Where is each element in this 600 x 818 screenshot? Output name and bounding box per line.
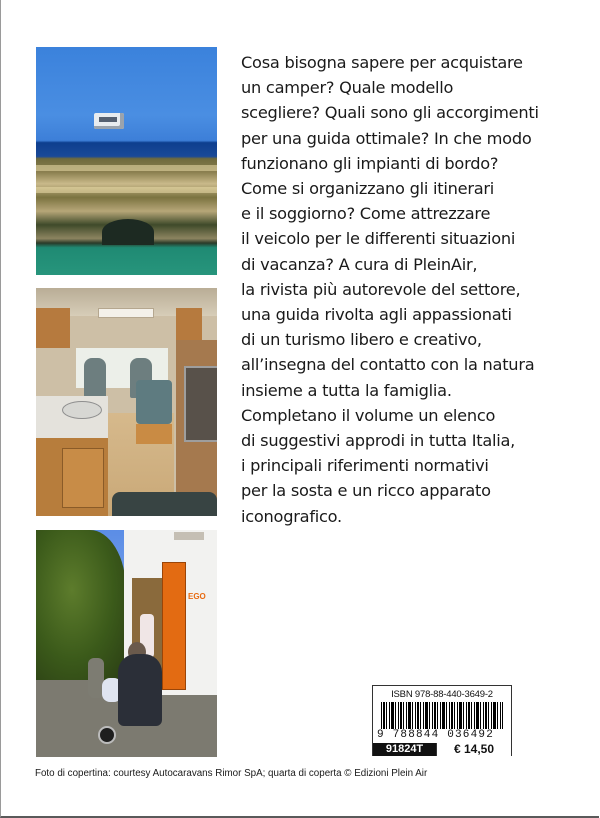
- vent-grille: [174, 532, 204, 540]
- blurb-line: Come si organizzano gli itinerari: [241, 179, 495, 199]
- sofa-base: [136, 424, 172, 444]
- blurb-line: i principali riferimenti normativi: [241, 456, 489, 476]
- blurb-line: scegliere? Quali sono gli accorgimenti: [241, 103, 539, 123]
- blurb-line: iconografico.: [241, 506, 342, 526]
- foreground-seat: [112, 492, 217, 516]
- van-logo: EGO: [188, 592, 206, 601]
- skylight: [98, 308, 154, 318]
- barcode-icon: [381, 702, 503, 730]
- isbn-barcode-block: [372, 685, 512, 756]
- overhead-cabinet-left: [36, 308, 70, 348]
- blurb-line: e il soggiorno? Come attrezzare: [241, 204, 491, 224]
- rock-stratum: [36, 187, 217, 193]
- blurb-line: un camper? Quale modello: [241, 78, 454, 98]
- price: € 14,50: [436, 743, 511, 756]
- blurb-line: all’insegna del contatto con la natura: [241, 355, 535, 375]
- overhead-cabinet-right: [176, 308, 202, 340]
- stroller-wheel: [98, 726, 116, 744]
- rock-stratum: [36, 165, 217, 171]
- crouching-man: [118, 654, 162, 726]
- photo-camper-on-cliff: [36, 47, 217, 275]
- sink: [62, 401, 102, 419]
- blurb-line: di vacanza? A cura di PleinAir,: [241, 254, 478, 274]
- blurb-line: di un turismo libero e creativo,: [241, 330, 482, 350]
- blurb-line: per una guida ottimale? In che modo: [241, 128, 532, 148]
- dinette-sofa: [136, 380, 172, 424]
- willow-trees: [36, 530, 126, 680]
- blurb-line: Completano il volume un elenco: [241, 405, 496, 425]
- blurb-line: insieme a tutta la famiglia.: [241, 380, 452, 400]
- blurb-line: una guida rivolta agli appassionati: [241, 305, 512, 325]
- blurb-line: la rivista più autorevole del settore,: [241, 279, 521, 299]
- photo-credits: Foto di copertina: courtesy Autocaravans Rimor SpA; quarta di coperta © Edizioni Plein Air: [35, 768, 428, 779]
- sea-cave: [102, 219, 154, 245]
- cab-seat-left: [84, 358, 106, 398]
- photo-family-by-camper: [36, 530, 217, 757]
- back-cover-blurb: [241, 50, 571, 529]
- oven: [184, 366, 217, 442]
- blurb-line: funzionano gli impianti di bordo?: [241, 153, 499, 173]
- blurb-line: per la sosta e un ricco apparato: [241, 481, 491, 501]
- blurb-line: di suggestivi approdi in tutta Italia,: [241, 431, 516, 451]
- cabinet-door: [62, 448, 104, 508]
- camper-vehicle: [94, 113, 124, 129]
- photo-camper-interior: [36, 288, 217, 516]
- orange-door: [162, 562, 186, 690]
- blurb-line: il veicolo per le differenti situazioni: [241, 229, 516, 249]
- blurb-line: Cosa bisogna sapere per acquistare: [241, 53, 523, 72]
- product-code: 91824T: [373, 743, 436, 756]
- ean-digits: 9 788844 036492: [375, 729, 511, 741]
- isbn-label: ISBN 978-88-440-3649-2: [391, 689, 493, 700]
